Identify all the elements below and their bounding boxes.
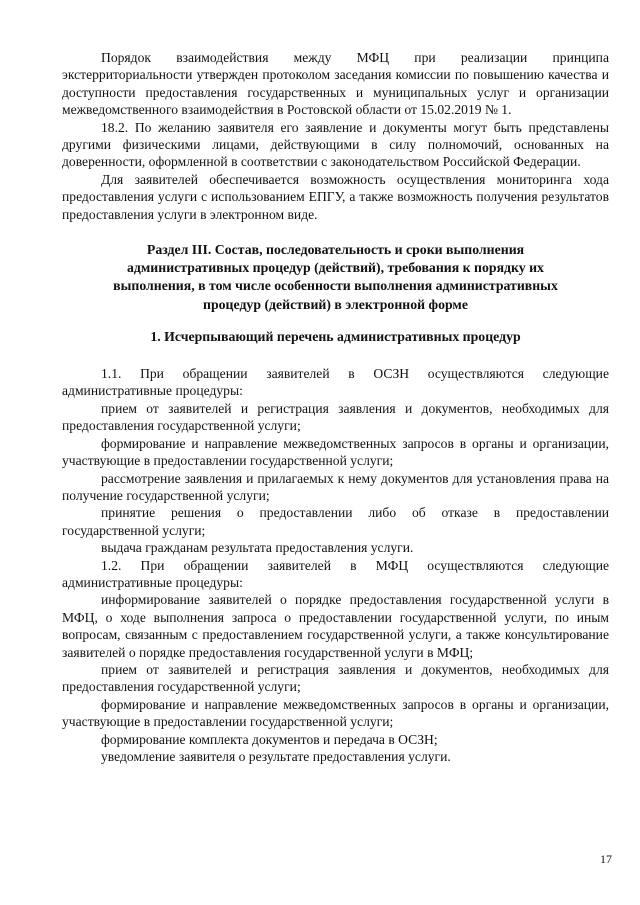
paragraph: формирование и направление межведомственных запросов в органы и организации, участвующие в предоставлении государственной услуги; [62,696,609,730]
paragraph: прием от заявителей и регистрация заявления и документов, необходимых для предоставления государственной услуги; [62,400,609,434]
paragraph: информирование заявителей о порядке предоставления государственной услуги в МФЦ, о ходе выполнения запроса о предоставлении государственной услуги, по иным вопросам, связанным с предоставлением государственной услуги, а также консультирование заявителей о порядке предоставления государственной услуги в МФЦ; [62,592,609,660]
paragraph: прием от заявителей и регистрация заявления и документов, необходимых для предоставления государственной услуги; [62,661,609,695]
page-content [62,49,609,765]
subsection-title: 1. Исчерпывающий перечень административных процедур [150,328,521,344]
paragraph: формирование комплекта документов и передача в ОСЗН; [101,731,438,747]
paragraph: уведомление заявителя о результате предоставления услуги. [101,749,451,765]
paragraph: Порядок взаимодействия между МФЦ при реализации принципа экстерриториальности утвержден протоколом заседания комиссии по повышению качества и доступности предоставления государственных и муниципальных услуг и организации межведомственного взаимодействия в Ростовской области от 15.02.2019 № 1. [62,50,609,118]
section-title: Раздел III. Состав, последовательность и сроки выполнения административных процедур (действий), требования к порядку их выполнения, в том числе особенности выполнения административных процедур (действий) в электронной форме [113,242,558,312]
paragraph: рассмотрение заявления и прилагаемых к нему документов для установления права на получение государственной услуги; [62,470,609,503]
paragraph: 1.1. При обращении заявителей в ОСЗН осуществляются следующие административные процедуры: [62,366,609,399]
paragraph: 18.2. По желанию заявителя его заявление и документы могут быть представлены другими физическими лицами, действующими в силу полномочий, основанных на доверенности, оформленной в соответствии с законодательством Российской Федерации. [62,119,609,170]
paragraph: принятие решения о предоставлении либо об отказе в предоставлении государственной услуги; [62,505,609,538]
paragraph: формирование и направление межведомственных запросов в органы и организации, участвующие в предоставлении государственной услуги; [62,435,609,469]
paragraph: 1.2. При обращении заявителей в МФЦ осуществляются следующие административные процедуры: [62,557,609,590]
paragraph: выдача гражданам результата предоставления услуги. [101,540,414,556]
paragraph: Для заявителей обеспечивается возможность осуществления мониторинга хода предоставления услуги с использованием ЕПГУ, а также возможность получения результатов предоставления услуги в электронном виде. [62,171,609,222]
page-number: 17 [600,852,612,866]
